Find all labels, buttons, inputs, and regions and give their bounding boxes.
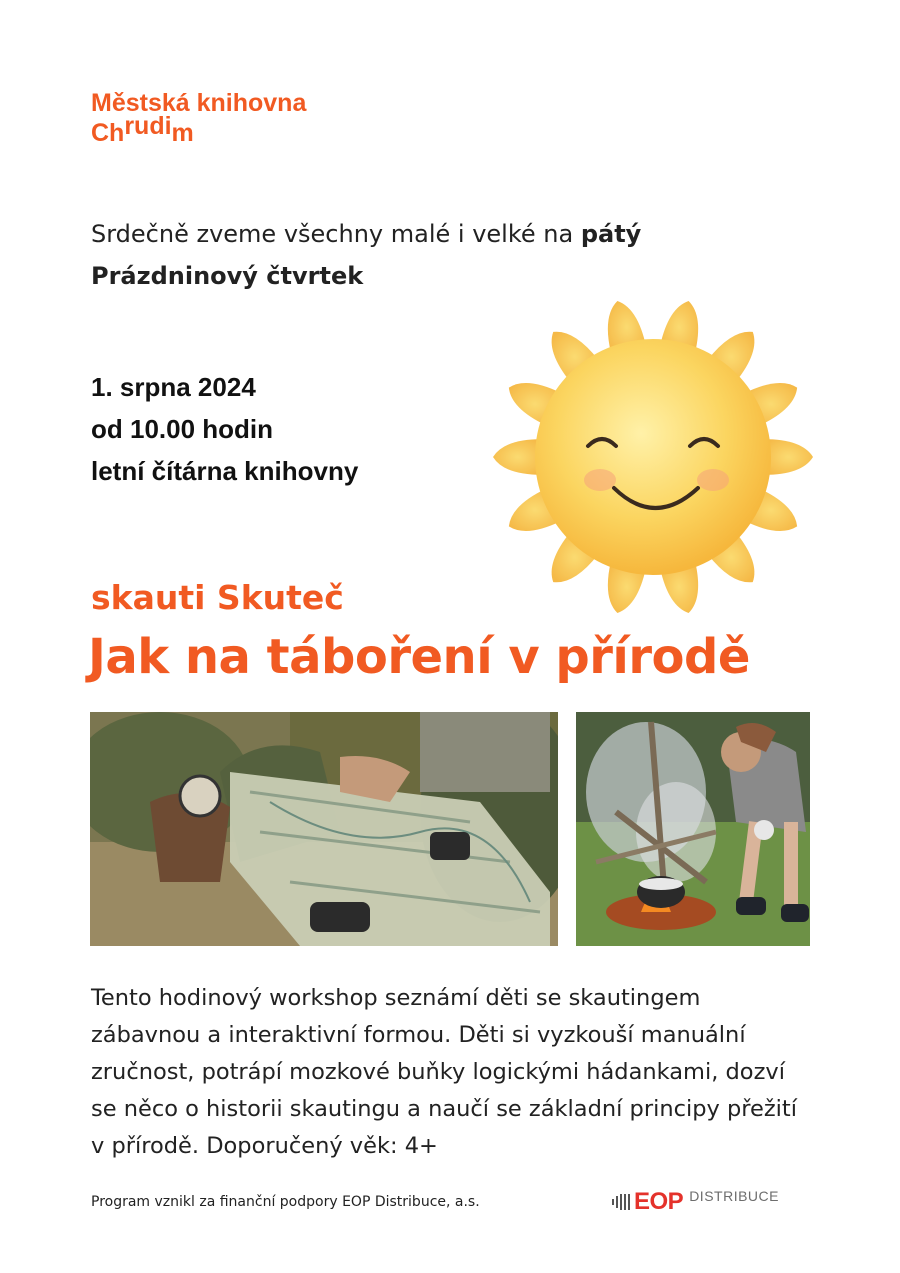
event-description: Tento hodinový workshop seznámí děti se skautingem zábavnou a interaktivní formou. Děti si vyzkouší manuální zručnost, potrápí mozkové buňky logickými hádankami, dozví se něco o historii skautingu a naučí se základní principy přežití v přírodě. Doporučený věk: 4+ <box>91 985 797 1159</box>
event-details <box>91 366 358 492</box>
sponsor-bars-icon <box>612 1194 630 1210</box>
invitation-bold-2: Prázdninový čtvrtek <box>91 262 364 290</box>
sponsor-brand: EOP <box>634 1188 684 1215</box>
presenter-name: skauti Skuteč <box>91 578 344 617</box>
sponsor-logo <box>612 1188 779 1216</box>
invitation-bold-1: pátý <box>580 220 642 248</box>
logo-line-1: Městská knihovna <box>91 89 307 117</box>
event-time: od 10.00 hodin <box>91 414 274 444</box>
sponsor-sub: DISTRIBUCE <box>689 1188 779 1204</box>
invitation-text: Srdečně zveme všechny malé i velké na pátý Prázdninový čtvrtek <box>91 220 642 290</box>
event-place: letní čítárna knihovny <box>91 456 359 486</box>
event-title: Jak na táboření v přírodě <box>88 629 750 685</box>
library-logo <box>91 88 306 148</box>
logo-line-2: Chrudim <box>91 112 194 147</box>
funding-note: Program vznikl za finanční podpory EOP Distribuce, a.s. <box>91 1194 480 1210</box>
event-date: 1. srpna 2024 <box>91 372 256 402</box>
scouts-map-photo <box>90 712 558 946</box>
campfire-photo <box>576 712 810 946</box>
sun-illustration <box>490 292 820 622</box>
